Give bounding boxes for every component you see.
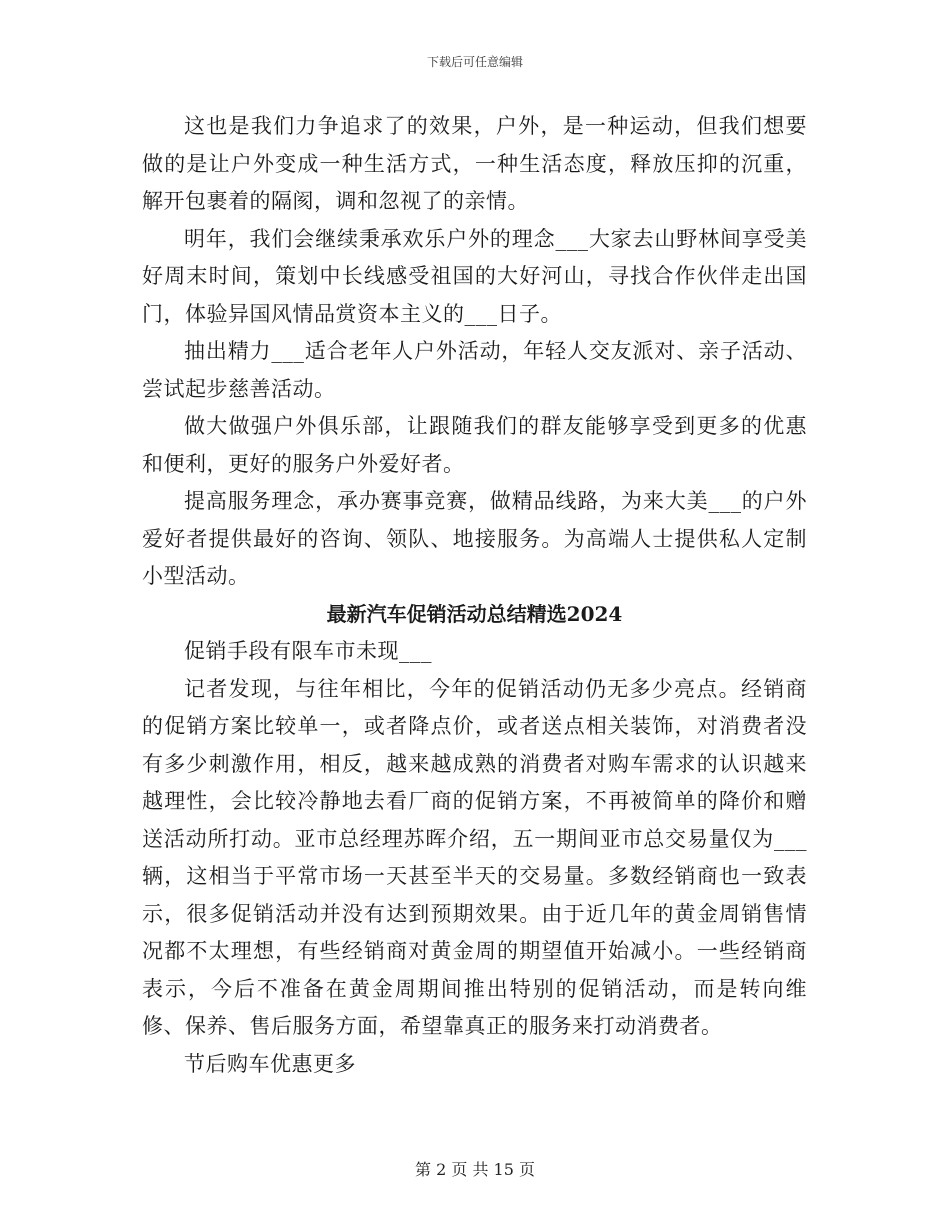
paragraph: 这也是我们力争追求了的效果，户外，是一种运动，但我们想要做的是让户外变成一种生活方式，一种生活态度，释放压抑的沉重，解开包裹着的隔阂，调和忽视了的亲情。 — [142, 114, 807, 213]
paragraph: 记者发现，与往年相比，今年的促销活动仍无多少亮点。经销商的促销方案比较单一，或者降点价，或者送点相关装饰，对消费者没有多少刺激作用，相反，越来越成熟的消费者对购车需求的认识越来越理性，会比较冷静地去看厂商的促销方案，不再被简单的降价和赠送活动所打动。亚市总经理苏晖介绍，五一期间亚市总交易量仅为___辆，这相当于平常市场一天甚至半天的交易量。多数经销商也一致表示，很多促销活动并没有达到预期效果。由于近几年的黄金周销售情况都不太理想，有些经销商对黄金周的期望值开始减小。一些经销商表示，今后不准备在黄金周期间推出特别的促销活动，而是转向维修、保养、售后服务方面，希望靠真正的服务来打动消费者。 — [142, 676, 807, 1038]
paragraph: 节后购车优惠更多 — [184, 1051, 356, 1076]
paragraph: 做大做强户外俱乐部，让跟随我们的群友能够享受到更多的优惠和便利，更好的服务户外爱好者。 — [142, 414, 807, 476]
paragraph: 明年，我们会继续秉承欢乐户外的理念___大家去山野林间享受美好周末时间，策划中长线感受祖国的大好河山，寻找合作伙伴走出国门，体验异国风情品赏资本主义的___日子。 — [142, 226, 807, 326]
paragraph: 促销手段有限车市未现___ — [184, 639, 432, 663]
page-header: 下载后可任意编辑 — [426, 55, 523, 69]
paragraph: 提高服务理念，承办赛事竞赛，做精品线路，为来大美___的户外爱好者提供最好的咨询、领队、地接服务。为高端人士提供私人定制小型活动。 — [142, 489, 807, 588]
page-number: 第 2 页 共 15 页 — [415, 1160, 535, 1179]
paragraph: 抽出精力___适合老年人户外活动，年轻人交友派对、亲子活动、尝试起步慈善活动。 — [142, 339, 807, 401]
section-title: 最新汽车促销活动总结精选2024 — [326, 601, 623, 626]
document-body — [142, 108, 807, 1083]
